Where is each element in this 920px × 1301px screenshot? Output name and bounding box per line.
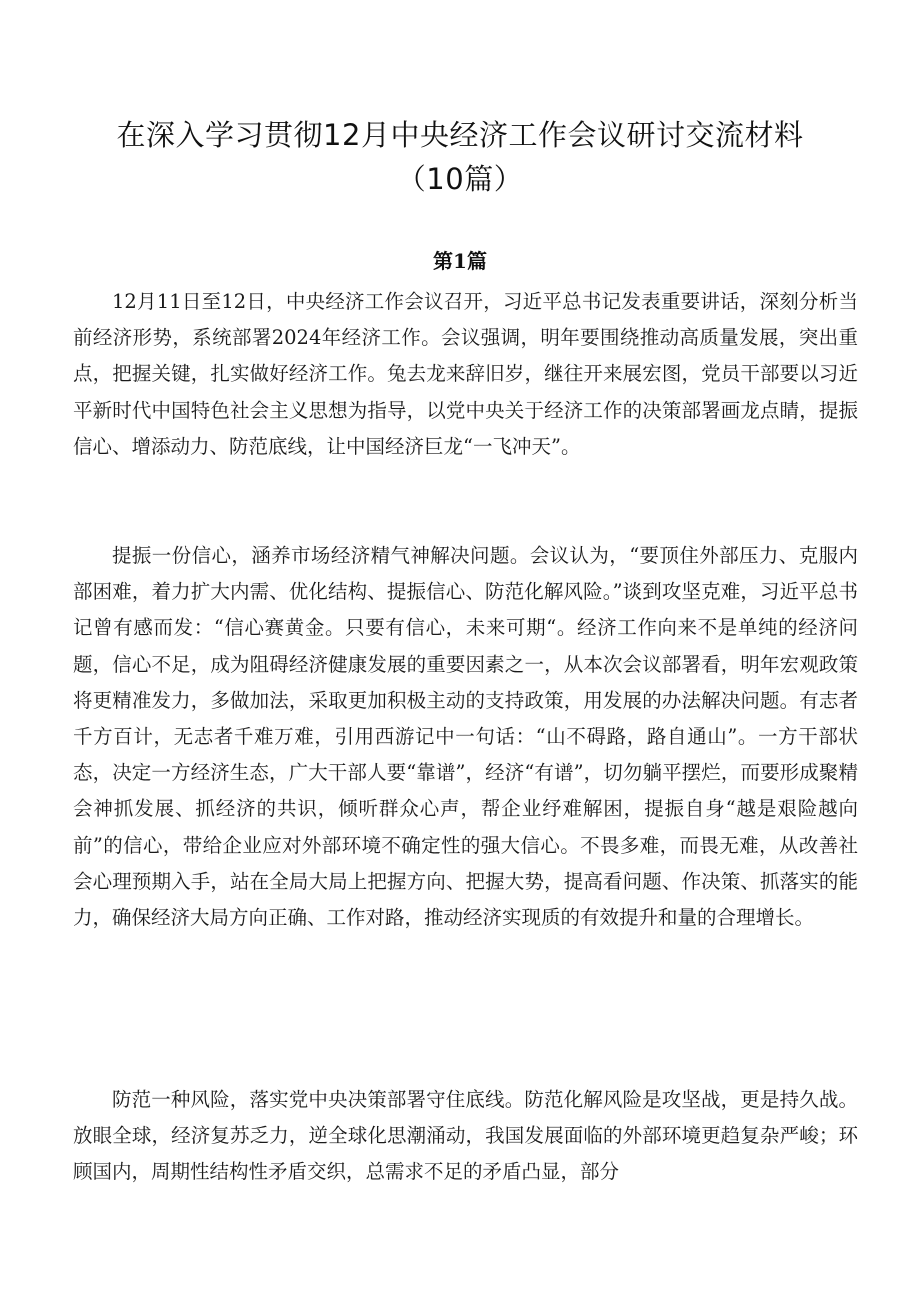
paragraph-1: 12月11日至12日，中央经济工作会议召开，习近平总书记发表重要讲话，深刻分析当前经济形势，系统部署2024年经济工作。会议强调，明年要围绕推动高质量发展，突出重点，把握关键，扎实做好经济工作。兔去龙来辞旧岁，继往开来展宏图，党员干部要以习近平新时代中国特色社会主义思想为指导，以党中央关于经济工作的决策部署画龙点睛，提振信心、增添动力、防范底线，让中国经济巨龙“一飞冲天”。 xyxy=(73,290,858,458)
document-title-line2: （10篇） xyxy=(396,162,524,196)
paragraph-2: 提振一份信心，涵养市场经济精气神解决问题。会议认为，“要顶住外部压力、克服内部困难，着力扩大内需、优化结构、提振信心、防范化解风险。”谈到攻坚克难，习近平总书记曾有感而发：“信心赛黄金。只要有信心，未来可期“。经济工作向来不是单纯的经济问题，信心不足，成为阻碍经济健康发展的重要因素之一，从本次会议部署看，明年宏观政策将更精准发力，多做加法，采取更加积极主动的支持政策，用发展的办法解决问题。有志者千方百计，无志者千难万难，引用西游记中一句话：“山不碍路，路自通山”。一方干部状态，决定一方经济生态，广大干部人要“靠谱”，经济“有谱”，切勿躺平摆烂，而要形成聚精会神抓发展、抓经济的共识，倾听群众心声，帮企业纾难解困，提振自身“越是艰险越向前”的信心，带给企业应对外部环境不确定性的强大信心。不畏多难，而畏无难，从改善社会心理预期入手，站在全局大局上把握方向、把握大势，提高看问题、作决策、抓落实的能力，确保经济大局方向正确、工作对路，推动经济实现质的有效提升和量的合理增长。 xyxy=(73,544,858,930)
section-heading: 第1篇 xyxy=(433,249,487,273)
paragraph-3: 防范一种风险，落实党中央决策部署守住底线。防范化解风险是攻坚战，更是持久战。放眼全球，经济复苏乏力，逆全球化思潮涌动，我国发展面临的外部环境更趋复杂严峻；环顾国内，周期性结构性矛盾交织，总需求不足的矛盾凸显，部分 xyxy=(73,1088,858,1184)
document-title-line1: 在深入学习贯彻12月中央经济工作会议研讨交流材料 xyxy=(116,118,804,152)
